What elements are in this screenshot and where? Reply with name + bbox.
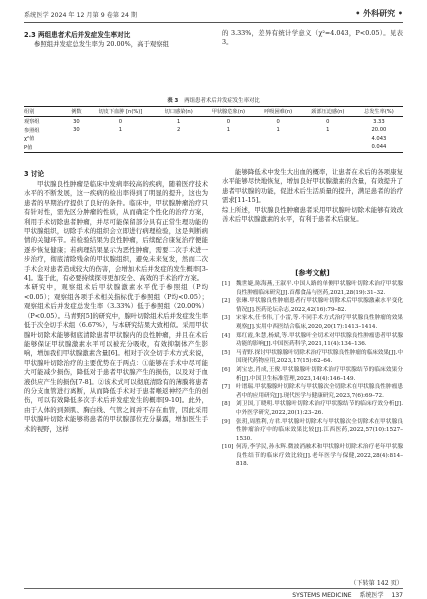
discussion-heading: 3 讨论 — [24, 170, 45, 178]
references-heading: [参考文献] — [295, 269, 330, 277]
reference-number: [3] — [222, 315, 230, 322]
table-cell: P值 — [24, 143, 68, 152]
reference-item — [222, 332, 403, 349]
table-cell — [301, 143, 355, 152]
reference-item — [222, 297, 403, 314]
table-header-cell: 颈部压迫感(n) — [301, 107, 355, 117]
reference-list — [222, 280, 403, 469]
footer-divider — [24, 588, 403, 589]
table-cell — [156, 143, 202, 152]
table-cell: 1 — [118, 127, 123, 134]
continued-note: （下转第 142 页） — [350, 580, 403, 587]
complication-table — [24, 106, 403, 153]
table-cell: 0 — [226, 118, 231, 125]
table-cell: 0 — [118, 118, 123, 125]
table-row — [24, 126, 403, 135]
table-row — [24, 143, 403, 152]
table-title: 两组患者术后并发症发生率对比 — [184, 98, 260, 104]
table-header-cell: 呼吸困难(n) — [255, 107, 301, 117]
table-caption — [24, 96, 403, 104]
reference-text: 马青野.探讨甲状腺腺叶切除术治疗甲状腺良性肿瘤的临床效果[J].中国现代药物应用,2023,17(15):62–64. — [236, 349, 403, 365]
table-cell — [201, 135, 255, 144]
table-cell: 1 — [226, 127, 231, 134]
table-row — [24, 135, 403, 144]
running-header — [24, 7, 403, 21]
journal-name-en: SYSTEMS MEDICINE — [292, 592, 352, 599]
reference-number: [8] — [222, 401, 230, 408]
table-header-cell: 组别 — [24, 107, 68, 117]
table-cell — [68, 135, 85, 144]
page-number: 137 — [391, 592, 403, 599]
section-2-3-heading: 2.3 两组患者术后并发症发生率对比 — [24, 31, 131, 39]
table-cell — [255, 143, 301, 152]
table-header-cell: 例数 — [68, 107, 85, 117]
table-header-cell: 甲状腺危象(n) — [201, 107, 255, 117]
table-cell: 20.00 — [371, 127, 387, 134]
table-header-cell: 切皮下血肿 [n(%)] — [85, 107, 156, 117]
reference-number: [9] — [222, 418, 230, 425]
reference-text: 魏世婕,陈海燕,王淑平.中国人路的单侧甲状腺叶切除术治疗甲状腺良性肿瘤临床研究[J].首都食品与医药,2021,28(19):31–32. — [236, 281, 403, 296]
reference-text: 叶谱瑞.甲状腺腺叶切除术与甲状腺次全切除术在甲状腺良性肿瘤患者中的应用研究[J].现代医学与健康研究,2023,7(6):69–72. — [236, 384, 403, 399]
table-row — [24, 117, 403, 126]
table-cell: χ²值 — [24, 136, 35, 143]
table-cell: 30 — [73, 127, 80, 134]
table-cell: 0 — [326, 118, 330, 125]
reference-text: 张琳.甲状腺良性肿瘤患者行甲状腺叶切除术后甲状腺激素水平变化情况[J].医药论坛杂志,2022,42(16):79–82. — [236, 298, 403, 313]
reference-number: [2] — [222, 298, 230, 305]
table-cell: 30 — [73, 118, 80, 125]
reference-text: 刘宝忠,肖成,王俊.甲状腺腺叶切除术治疗甲状腺结节的临床效果分析[J].中国卫生标准管理,2023,14(4):146–149. — [236, 366, 403, 382]
table-cell: 0 — [276, 118, 280, 125]
reference-item — [222, 443, 403, 469]
reference-number: [4] — [222, 332, 230, 339]
table-cell: 1 — [177, 118, 181, 125]
reference-item — [222, 366, 403, 383]
table-cell — [301, 135, 355, 144]
table-cell: 3.33 — [373, 118, 385, 125]
table-cell: 1 — [276, 127, 280, 134]
reference-item — [222, 349, 403, 366]
reference-text: 张玥,周胜利,方君.甲状腺叶切除术与甲状腺次全切除术在甲状腺良性肿瘤治疗中的临床效果比较[J].江西医药,2022,57(10):1527–1530. — [236, 418, 403, 442]
table-cell: 观察组 — [24, 119, 40, 126]
table-cell: 1 — [326, 127, 330, 134]
table-header-cell: 总发生率(%) — [355, 107, 403, 117]
table-cell — [255, 135, 301, 144]
table-cell — [85, 135, 156, 144]
table-header-row — [24, 107, 403, 117]
journal-issue-info: 系统医学 2024 年 12 月第 9 卷第 24 期 — [24, 12, 138, 19]
reference-item — [222, 314, 403, 331]
reference-text: 宋家木,任书伟,丁小雷,等.不同手术方式治疗甲状腺良性肿瘤的效果观察[J].实用中西医结合临床,2020,20(17):1413–1414. — [236, 315, 403, 330]
reference-item — [222, 280, 403, 297]
table-number: 表 3 — [167, 98, 179, 104]
reference-number: [5] — [222, 349, 230, 356]
section-2-3-text-left: 参照组并发症总发生率为 20.00%，高于观察组 — [34, 40, 170, 48]
reference-item — [222, 383, 403, 400]
reference-item — [222, 418, 403, 444]
table-cell — [85, 143, 156, 152]
section-label: • 外科研究 • — [355, 9, 403, 18]
table-cell: 0.044 — [355, 143, 403, 152]
table-cell: 4.043 — [371, 135, 387, 142]
reference-number: [6] — [222, 366, 230, 373]
section-2-3-text-right: 的 3.33%，差异有统计学意义（χ²=4.043，P<0.05）。见表 3。 — [222, 29, 403, 47]
reference-number: [10] — [222, 444, 234, 451]
reference-item — [222, 400, 403, 417]
table-cell: 2 — [177, 127, 181, 134]
reference-text: 何涛,李学民,孙永辉.微波消融术和甲状腺叶切除术治疗老年甲状腺良性结节的临床疗效比较[J].老年医学与保健,2022,28(4):814–818. — [236, 444, 403, 468]
table-cell — [156, 135, 202, 144]
page-footer — [284, 590, 403, 599]
table-header-cell: 切口感染(n) — [156, 107, 202, 117]
table-cell — [201, 143, 255, 152]
discussion-right-column: 能够降低术中发生大出血的概率，让患者在术后的各项康复水平能够尽快地恢复，增加良好甲状腺激素的含量，有效提升了患者甲状腺的功能，促进术后生活质量的提升，满足患者的治疗需求[11-15]。 综上所述，甲状腺良性肿瘤患者采用甲状腺叶切除术能够有效改善术后甲状腺激素的水平，有利于患者术后康复。 — [222, 168, 403, 224]
reference-text: 郑红霞,朱慧,杨斌,等.甲状腺叶全切术对甲状腺良性肿瘤患者甲状腺功能的影响[J].中国医药科学,2021,11(4):134–136. — [236, 332, 403, 348]
discussion-left-column: 甲状腺良性肿瘤是临床中发病率较高的疾病，随着医疗技术水平的不断发展，这一疾病的检出率得到了明显的提升，这也为患者的早期治疗提供了良好的条件。临床中，甲状腺肿瘤治疗只有针对性，需先区分肿瘤的性质，从而确定个性化的治疗方案，利用手术切除患者肿瘤，并尽可能保留部分具有正常生理功能的甲状腺组织，切除手术的组织会立即进行病理检验，这是判断病情的关键环节。若检验结果为良性肿瘤，后续配合康复治疗便能逐步恢复健康；若病理结果显示为恶性肿瘤，需要二次手术进一步治疗，彻底清除残余的甲状腺组织，避免未来复发，然而二次手术会对患者造成较大的伤害，会增加术后并发症的发生概率[3-4]。鉴于此，有必要持续探寻更加安全、高效的手术治疗方案。 本研究中，观察组术后甲状腺激素水平优于参照组（P均<0.05）；观察组各项手术相关指标优于参照组（P均<0.05）；观察组术后并发症总发生率（3.33%）低于参照组（20.00%）（P<0.05）。马青野[5]的研究中，腺叶切除组术后并发症发生率低于次全切手术组（6.67%），与本研究结果大致相似。采用甲状腺叶切除术能够彻底清除患者甲状腺内的良性肿瘤，并且在术后能够保证甲状腺激素水平可以被充分吸收，有效抑制体产生影响，增加我们甲状腺激素含量[6]。相对于次全切手术方式来说，甲状腺叶切除治疗的主要优势在于两点：①能够在手术中尽可能大可能减少损伤，降低对于患者甲状腺产生的损伤，以及对于血液供应产生的损伤[7-8]。②该术式可以彻底清除有的薄膜将患者的分支血管进行离断，从而降低手术对于患者喉返神经产生的创伤，可以有效降低多次手术后并发症发生的概率[9-10]。此外，由于人体的到颈肌、胸白线、气管之间并不存在血管，因此采用甲状腺叶切除术能够将患者的甲状腺部位充分暴露，增加医生手术的视野，这样 — [24, 180, 208, 433]
journal-name-cn: 系统医学 — [359, 592, 384, 599]
reference-number: [7] — [222, 384, 230, 391]
header-divider — [24, 22, 403, 23]
table-cell: 参照组 — [24, 127, 40, 134]
table-cell — [68, 143, 85, 152]
reference-text: 刘卫国,丁晓明.甲状腺叶切除术治疗甲状腺结节的临床疗效分析[J].中外医学研究,2022,20(1):23–26. — [236, 401, 403, 416]
reference-number: [1] — [222, 281, 230, 287]
